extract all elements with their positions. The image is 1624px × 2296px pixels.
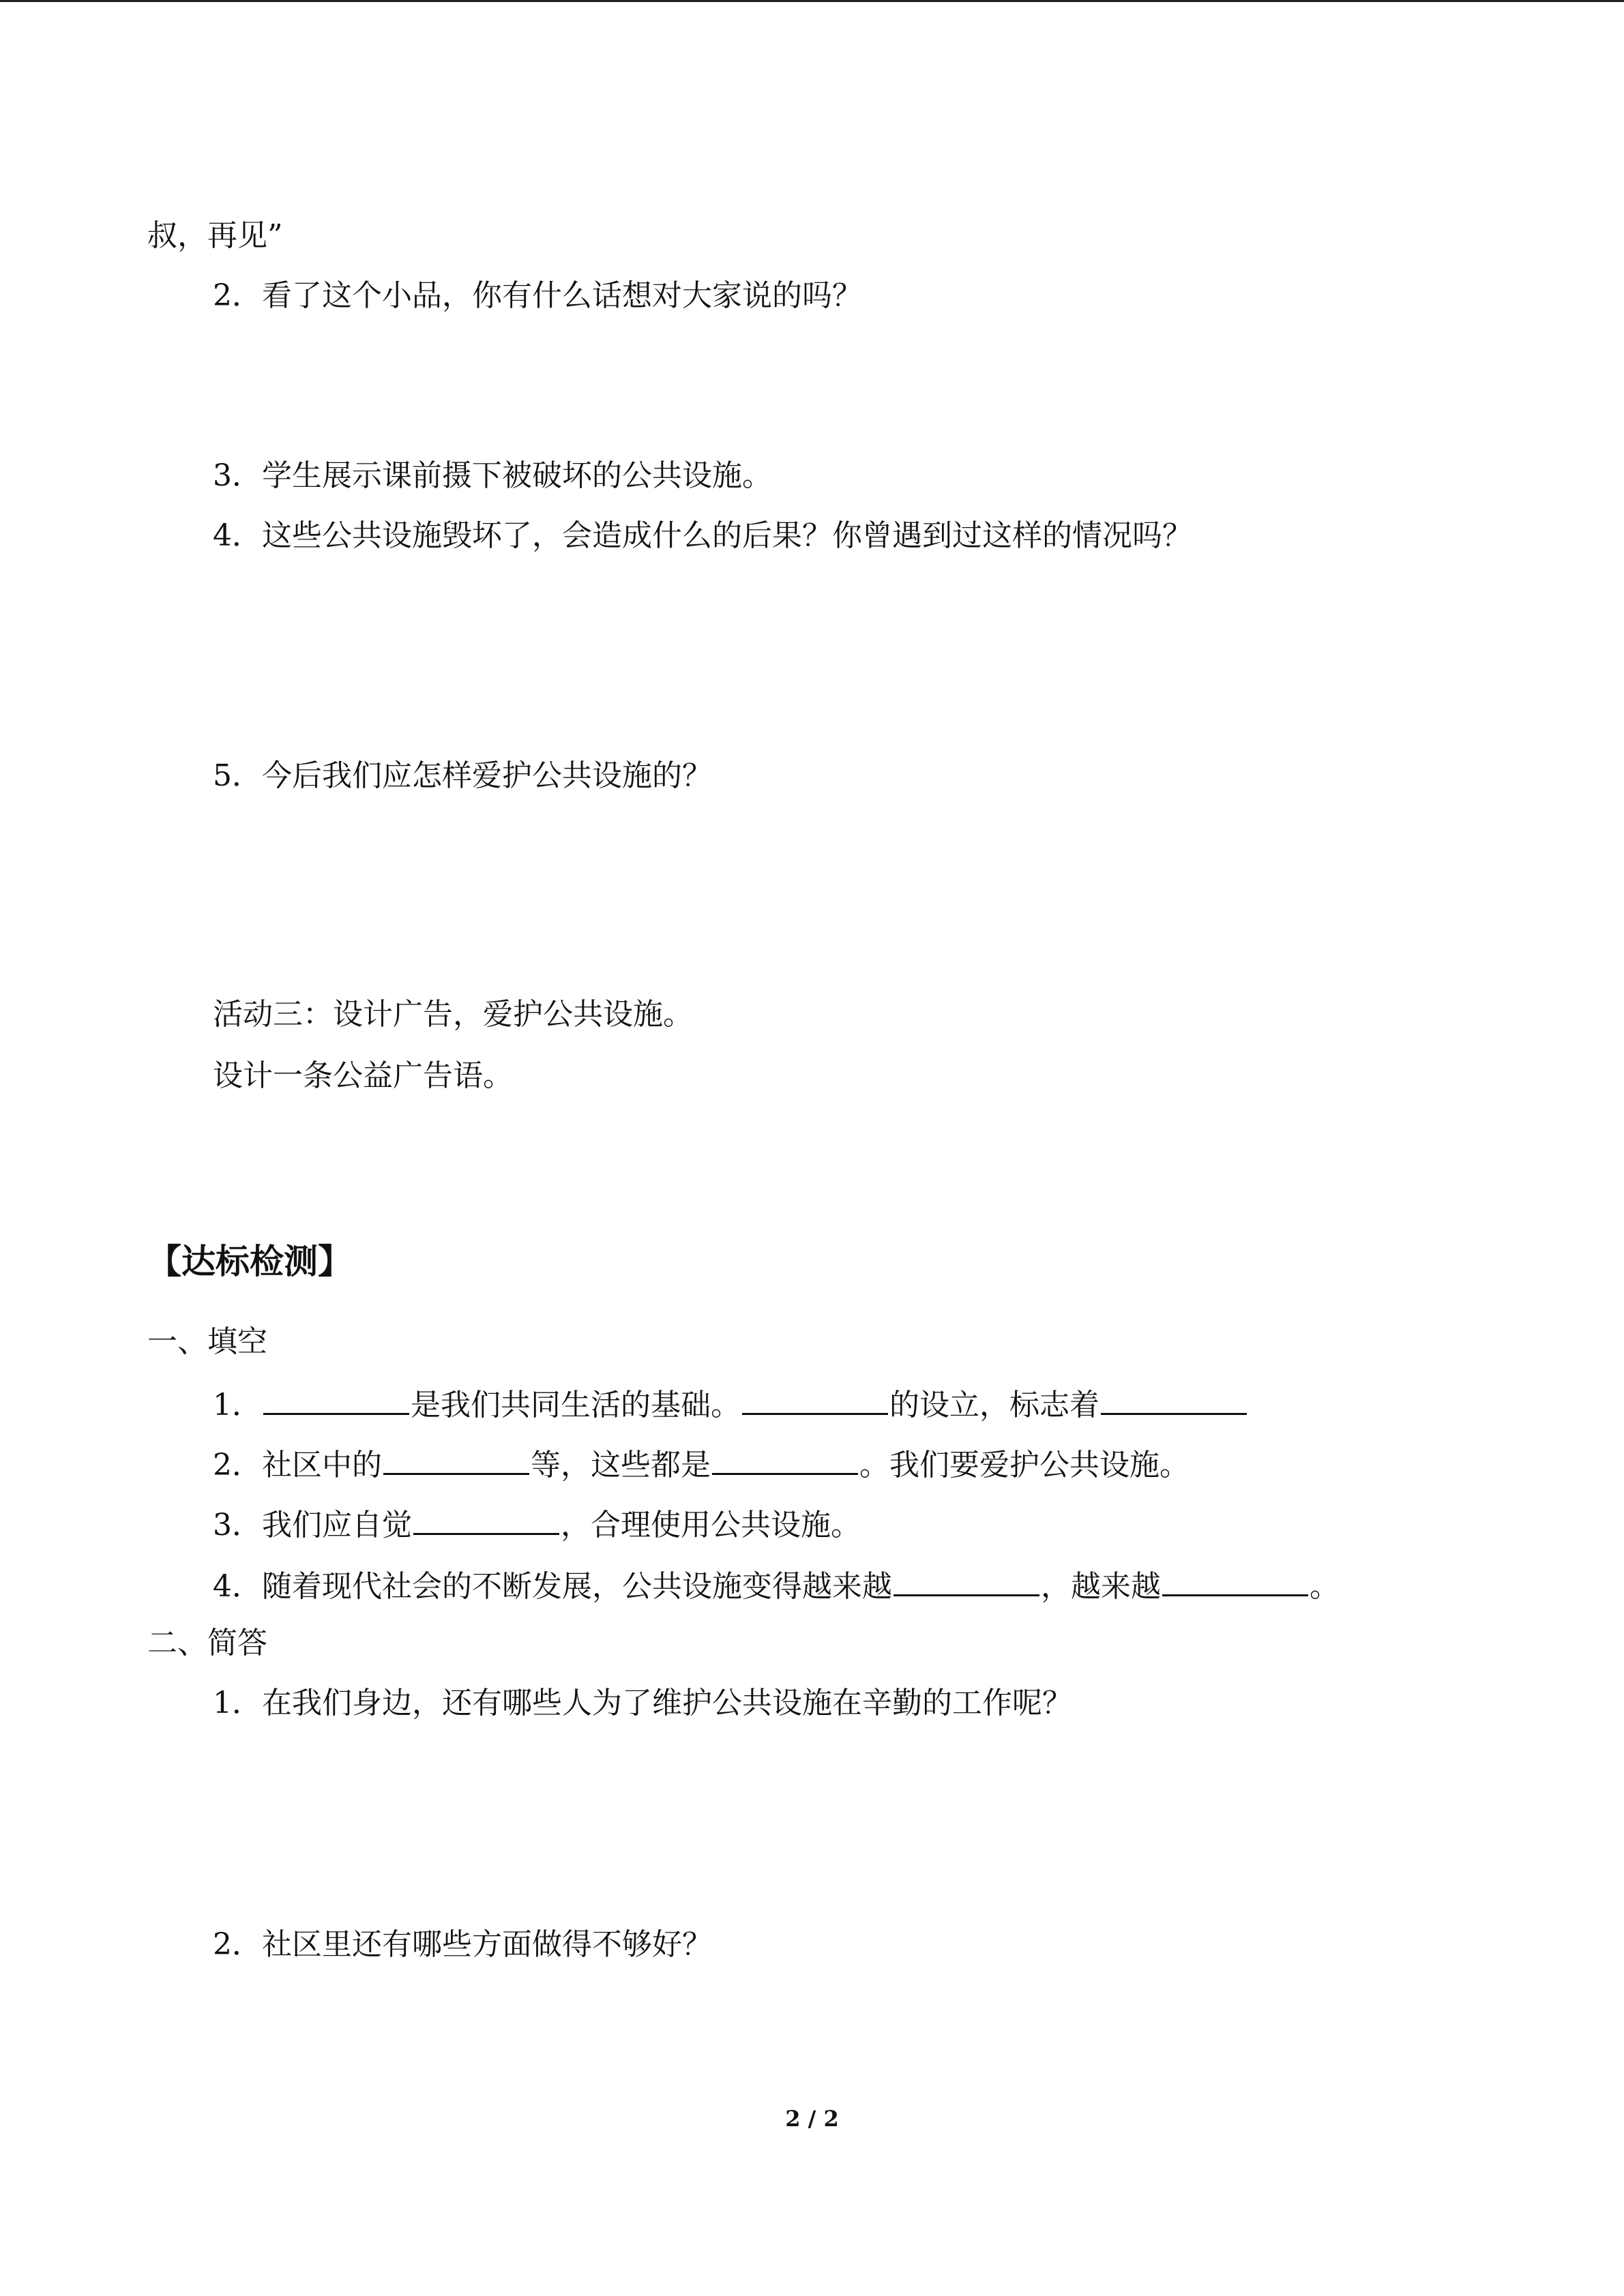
top-border xyxy=(0,0,1624,2)
short-answer-2: 2．社区里还有哪些方面做得不够好？ xyxy=(213,1927,712,1962)
page-number: 2 / 2 xyxy=(785,2106,839,2132)
q2-text-c: 。我们要爱护公共设施。 xyxy=(859,1448,1190,1482)
blank[interactable] xyxy=(1162,1563,1308,1596)
blank[interactable] xyxy=(383,1442,529,1475)
blank[interactable] xyxy=(742,1382,888,1415)
q2-text-b: 等，这些都是 xyxy=(531,1448,711,1482)
blank[interactable] xyxy=(712,1442,858,1475)
question-3: 3．学生展示课前摄下被破坏的公共设施。 xyxy=(213,458,772,493)
blank[interactable] xyxy=(894,1563,1039,1596)
continuation-text: 叔，再见” xyxy=(147,218,283,253)
activity3-title: 活动三：设计广告，爱护公共设施。 xyxy=(213,997,693,1032)
q3-text-b: ，合理使用公共设施。 xyxy=(561,1508,861,1542)
part2-heading: 二、简答 xyxy=(147,1626,267,1660)
q1-text-b: 是我们共同生活的基础。 xyxy=(411,1388,741,1422)
fill-question-2 xyxy=(213,1442,1190,1486)
fill-question-1 xyxy=(213,1382,1248,1426)
question-5: 5．今后我们应怎样爱护公共设施的？ xyxy=(213,758,712,793)
blank[interactable] xyxy=(263,1382,409,1415)
fill-question-3 xyxy=(213,1502,861,1546)
question-4: 4．这些公共设施毁坏了，会造成什么的后果？你曾遇到过这样的情况吗？ xyxy=(213,518,1192,553)
q1-text-c: 的设立，标志着 xyxy=(889,1388,1099,1422)
q1-number: 1． xyxy=(213,1388,262,1422)
blank[interactable] xyxy=(1101,1382,1247,1415)
question-2: 2．看了这个小品，你有什么话想对大家说的吗？ xyxy=(213,278,862,313)
activity3-task: 设计一条公益广告语。 xyxy=(213,1058,513,1093)
fill-question-4 xyxy=(213,1563,1340,1607)
q4-text-c: 。 xyxy=(1310,1569,1340,1604)
q3-text-a: 3．我们应自觉 xyxy=(213,1508,412,1542)
section-title: 【达标检测】 xyxy=(147,1241,352,1281)
short-answer-1: 1．在我们身边，还有哪些人为了维护公共设施在辛勤的工作呢？ xyxy=(213,1686,1072,1720)
q4-text-b: ，越来越 xyxy=(1041,1569,1161,1604)
blank[interactable] xyxy=(413,1502,559,1535)
part1-heading: 一、填空 xyxy=(147,1324,267,1359)
q2-text-a: 2．社区中的 xyxy=(213,1448,382,1482)
q4-text-a: 4．随着现代社会的不断发展，公共设施变得越来越 xyxy=(213,1569,892,1604)
